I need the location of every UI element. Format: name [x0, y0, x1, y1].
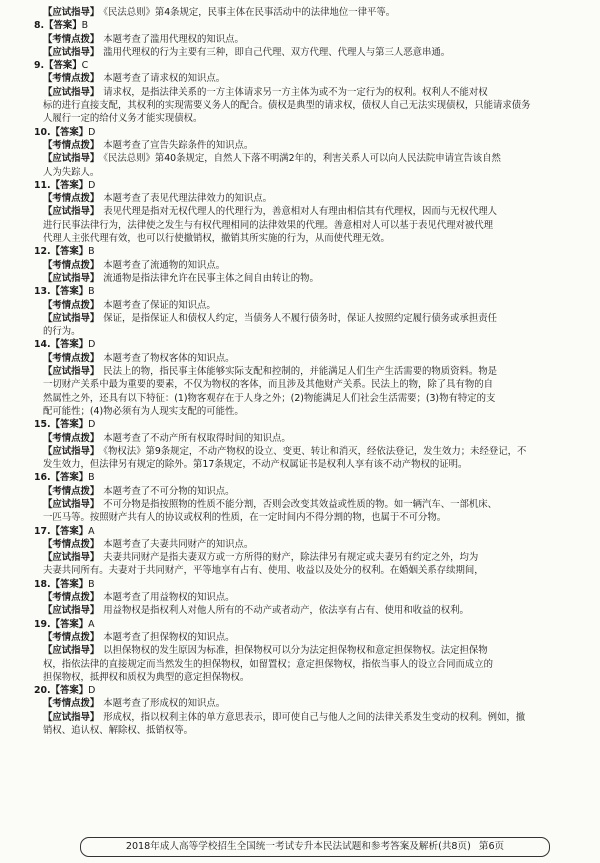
question-number: 16. — [34, 472, 51, 484]
line-text: 本题考查了不可分物的知识点。 — [103, 485, 235, 497]
question-number: 20. — [34, 685, 51, 697]
line-text: 用益物权是指权利人对他人所有的不动产或者动产，依法享有占有、使用和收益的权利。 — [103, 605, 469, 617]
answer-label: 【答案】 — [50, 685, 89, 697]
answer-value: B — [81, 20, 89, 32]
line-text: 进行民事法律行为，法律使之发生与有权代理相同的法律效果的代理。善意相对人可以基于表见代理对被代理 — [43, 219, 494, 231]
answer-line — [34, 59, 574, 72]
line-text: 人履行一定的给付义务才能实现债权。 — [43, 113, 203, 125]
guidance-line — [34, 312, 574, 325]
exam-point-line — [34, 33, 574, 46]
continuation-line — [34, 166, 574, 179]
line-text: 保证，是指保证人和债权人约定，当债务人不履行债务时，保证人按照约定履行债务或承担责任 — [103, 312, 498, 324]
answer-label: 【答案】 — [44, 60, 82, 72]
answer-line — [34, 19, 574, 32]
line-text: 担保物权，抵押权和质权为典型的意定担保物权。 — [43, 671, 250, 683]
exam-point-label: 【考情点拨】 — [43, 352, 100, 364]
answer-value: D — [88, 126, 96, 138]
question-number: 13. — [34, 286, 51, 298]
line-text: 本题考查了夫妻共同财产的知识点。 — [103, 538, 254, 550]
continuation-line — [34, 724, 574, 737]
answer-value: A — [88, 525, 95, 537]
guidance-line — [34, 551, 574, 564]
line-text: 本题考查了保证的知识点。 — [103, 299, 216, 311]
answer-label: 【答案】 — [50, 126, 89, 138]
exam-point-label: 【考情点拨】 — [43, 432, 100, 444]
question-number: 12. — [34, 246, 51, 258]
guidance-line — [34, 604, 574, 617]
exam-point-line — [34, 485, 574, 498]
guidance-label: 【应试指导】 — [43, 86, 100, 98]
exam-point-label: 【考情点拨】 — [43, 73, 100, 85]
answer-value: D — [88, 419, 96, 431]
line-text: 的行为。 — [43, 326, 81, 338]
line-text: 民法上的物，指民事主体能够实际支配和控制的，并能满足人们生产生活需要的物质资料。物是 — [103, 366, 498, 378]
exam-point-label: 【考情点拨】 — [43, 485, 100, 497]
guidance-line — [34, 152, 574, 165]
line-text: 《物权法》第9条规定，不动产物权的设立、变更、转让和消灭，经依法登记，发生效力；未经登记，不 — [103, 445, 527, 457]
guidance-line — [34, 86, 574, 99]
guidance-label: 【应试指导】 — [43, 498, 100, 510]
question-number: 15. — [34, 419, 51, 431]
question-number: 8. — [34, 20, 45, 32]
answer-value: B — [88, 286, 95, 298]
answer-explanations — [34, 6, 574, 737]
line-text: 权，指依法律的直接规定而当然发生的担保物权，如留置权；意定担保物权，指依当事人的设立合同而成立的 — [43, 658, 494, 670]
line-text: 人为失踪人。 — [43, 166, 100, 178]
guidance-line — [34, 46, 574, 59]
exam-point-line — [34, 697, 574, 710]
answer-line — [34, 418, 574, 431]
exam-point-line — [34, 432, 574, 445]
exam-point-line — [34, 192, 574, 205]
continuation-line — [34, 658, 574, 671]
question-number: 9. — [34, 60, 45, 72]
answer-line — [34, 684, 574, 697]
answer-line — [34, 618, 574, 631]
continuation-line — [34, 325, 574, 338]
exam-point-label: 【考情点拨】 — [43, 193, 100, 205]
line-text: 销权、追认权、解除权、抵销权等。 — [43, 725, 194, 737]
guidance-line — [34, 644, 574, 657]
line-text: 发生效力，但法律另有规定的除外。第17条规定，不动产权属证书是权利人享有该不动产物权的证明。 — [43, 459, 468, 471]
answer-line — [34, 126, 574, 139]
exam-point-label: 【考情点拨】 — [43, 538, 100, 550]
page-number: 第6页 — [478, 841, 505, 852]
continuation-line — [34, 99, 574, 112]
answer-label: 【答案】 — [50, 525, 89, 537]
exam-point-label: 【考情点拨】 — [43, 139, 100, 151]
answer-label: 【答案】 — [50, 179, 89, 191]
line-text: 以担保物权的发生原因为标准，担保物权可以分为法定担保物权和意定担保物权。法定担保物 — [103, 645, 488, 657]
exam-point-line — [34, 299, 574, 312]
line-text: 不可分物是指按照物的性质不能分割，否则会改变其效益或性质的物。如一辆汽车、一部机床、 — [103, 498, 498, 510]
guidance-line — [34, 272, 574, 285]
guidance-label: 【应试指导】 — [43, 46, 100, 58]
footer-title: 2018年成人高等学校招生全国统一考试专升本民法试题和参考答案及解析(共8页) — [125, 841, 471, 852]
answer-value: D — [88, 339, 96, 351]
guidance-label: 【应试指导】 — [43, 552, 100, 564]
continuation-line — [34, 564, 574, 577]
line-text: 流通物是指法律允许在民事主体之间自由转让的物。 — [103, 272, 319, 284]
line-text: 本题考查了宣告失踪条件的知识点。 — [103, 139, 254, 151]
continuation-line — [34, 378, 574, 391]
guidance-line — [34, 6, 574, 19]
answer-line — [34, 285, 574, 298]
line-text: 形成权，指以权利主体的单方意思表示，即可使自己与他人之间的法律关系发生变动的权利。例如，撤 — [103, 711, 526, 723]
line-text: 代理人主张代理有效，也可以行使撤销权，撤销其所实施的行为，从而使代理无效。 — [43, 233, 390, 245]
answer-line — [34, 338, 574, 351]
exam-point-line — [34, 352, 574, 365]
line-text: 本题考查了流通物的知识点。 — [103, 259, 226, 271]
answer-value: D — [88, 685, 96, 697]
guidance-label: 【应试指导】 — [43, 272, 100, 284]
exam-point-label: 【考情点拨】 — [43, 592, 100, 604]
exam-point-label: 【考情点拨】 — [43, 299, 100, 311]
exam-point-label: 【考情点拨】 — [43, 698, 100, 710]
guidance-label: 【应试指导】 — [43, 312, 100, 324]
answer-label: 【答案】 — [50, 578, 89, 590]
answer-value: D — [88, 179, 96, 191]
guidance-label: 【应试指导】 — [43, 645, 100, 657]
answer-value: B — [88, 472, 95, 484]
line-text: 本题考查了物权客体的知识点。 — [103, 352, 235, 364]
answer-value: A — [88, 618, 95, 630]
guidance-line — [34, 498, 574, 511]
line-text: 本题考查了用益物权的知识点。 — [103, 592, 235, 604]
line-text: 《民法总则》第40条规定，自然人下落不明满2年的，利害关系人可以向人民法院申请宣告该自然 — [103, 153, 501, 165]
answer-label: 【答案】 — [50, 618, 89, 630]
line-text: 夫妻共同财产是指夫妻双方或一方所得的财产，除法律另有规定或夫妻另有约定之外，均为 — [103, 552, 479, 564]
line-text: 一匹马等。按照财产共有人的协议或权利的性质，在一定时间内不得分割的物，也属于不可分物。 — [43, 512, 447, 524]
question-number: 18. — [34, 578, 51, 590]
line-text: 《民法总则》第4条规定，民事主体在民事活动中的法律地位一律平等。 — [103, 7, 396, 18]
line-text: 然属性之外，还具有以下特征：(1)物客观存在于人身之外；(2)物能满足人们社会生活需要；(3)物有特定的支 — [43, 392, 496, 404]
continuation-line — [34, 392, 574, 405]
line-text: 标的进行直接支配，其权利的实现需要义务人的配合。债权是典型的请求权，债权人自己无法实现债权，只能请求债务 — [43, 100, 531, 112]
line-text: 滥用代理权的行为主要有三种，即自己代理、双方代理、代理人与第三人恶意串通。 — [103, 46, 451, 58]
exam-point-line — [34, 538, 574, 551]
question-number: 17. — [34, 525, 51, 537]
guidance-line — [34, 365, 574, 378]
continuation-line — [34, 458, 574, 471]
question-number: 19. — [34, 618, 51, 630]
line-text: 本题考查了不动产所有权取得时间的知识点。 — [103, 432, 291, 444]
answer-label: 【答案】 — [50, 339, 89, 351]
continuation-line — [34, 232, 574, 245]
answer-line — [34, 179, 574, 192]
line-text: 夫妻共同所有。夫妻对于共同财产，平等地享有占有、使用、收益以及处分的权利。在婚姻关系存续期间， — [43, 565, 484, 577]
line-text: 配可能性；(4)物必须有为人现实支配的可能性。 — [43, 405, 244, 417]
line-text: 一切财产关系中最为重要的要素，不仅为物权的客体，而且涉及其他财产关系。民法上的物，除了具有物的自 — [43, 379, 494, 391]
line-text: 本题考查了表见代理法律效力的知识点。 — [103, 193, 273, 205]
line-text: 请求权，是指法律关系的一方主体请求另一方主体为或不为一定行为的权利。权利人不能对权 — [103, 86, 488, 98]
exam-point-line — [34, 139, 574, 152]
question-number: 14. — [34, 339, 51, 351]
guidance-line — [34, 205, 574, 218]
answer-label: 【答案】 — [50, 472, 89, 484]
answer-value: B — [88, 578, 95, 590]
guidance-line — [34, 445, 574, 458]
question-number: 11. — [34, 179, 51, 191]
continuation-line — [34, 511, 574, 524]
answer-value: C — [81, 60, 89, 72]
line-text: 本题考查了滥用代理权的知识点。 — [103, 33, 244, 45]
exam-point-label: 【考情点拨】 — [43, 259, 100, 271]
guidance-label: 【应试指导】 — [43, 711, 100, 723]
exam-point-line — [34, 72, 574, 85]
guidance-label: 【应试指导】 — [43, 445, 100, 457]
continuation-line — [34, 112, 574, 125]
guidance-label: 【应试指导】 — [43, 153, 100, 165]
exam-point-line — [34, 591, 574, 604]
answer-line — [34, 578, 574, 591]
guidance-label: 【应试指导】 — [43, 206, 100, 218]
answer-line — [34, 471, 574, 484]
line-text: 本题考查了担保物权的知识点。 — [103, 631, 235, 643]
guidance-line — [34, 711, 574, 724]
answer-label: 【答案】 — [50, 246, 89, 258]
exam-point-label: 【考情点拨】 — [43, 33, 100, 45]
exam-point-line — [34, 631, 574, 644]
answer-label: 【答案】 — [50, 419, 89, 431]
line-text: 表见代理是指对无权代理人的代理行为，善意相对人有理由相信其有代理权，因而与无权代理人 — [103, 206, 498, 218]
answer-value: B — [88, 246, 95, 258]
answer-label: 【答案】 — [44, 20, 82, 32]
continuation-line — [34, 671, 574, 684]
guidance-label: 【应试指导】 — [43, 7, 100, 18]
page-footer — [80, 837, 550, 857]
answer-label: 【答案】 — [50, 286, 89, 298]
line-text: 本题考查了请求权的知识点。 — [103, 73, 226, 85]
exam-point-label: 【考情点拨】 — [43, 631, 100, 643]
answer-line — [34, 525, 574, 538]
line-text: 本题考查了形成权的知识点。 — [103, 698, 226, 710]
continuation-line — [34, 219, 574, 232]
guidance-label: 【应试指导】 — [43, 366, 100, 378]
guidance-label: 【应试指导】 — [43, 605, 100, 617]
question-number: 10. — [34, 126, 51, 138]
exam-point-line — [34, 259, 574, 272]
continuation-line — [34, 405, 574, 418]
answer-line — [34, 245, 574, 258]
